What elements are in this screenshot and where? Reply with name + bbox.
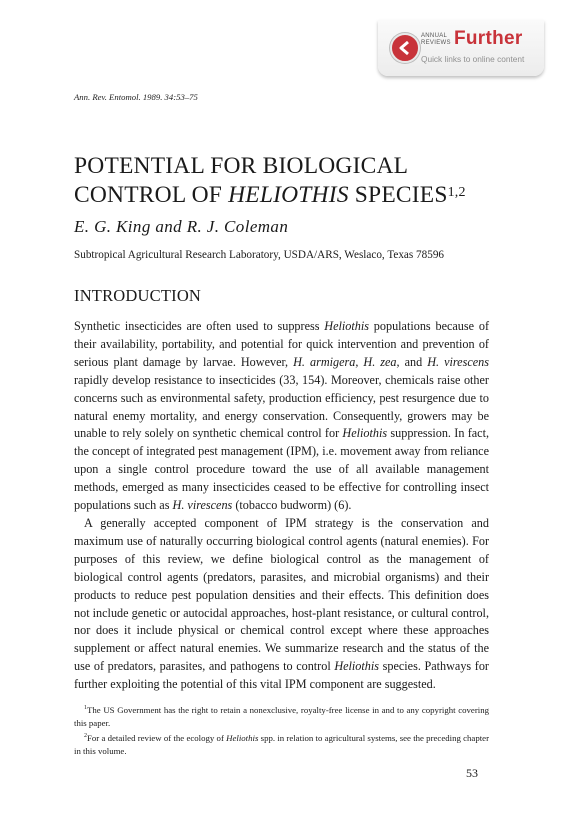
page-number: 53 bbox=[466, 766, 478, 780]
play-arrow-icon bbox=[390, 33, 420, 63]
para1-run: Synthetic insecticides are often used to suppress bbox=[74, 319, 325, 333]
para1-run: H. virescens bbox=[172, 498, 233, 513]
para1-run: H. virescens bbox=[427, 354, 489, 369]
para1-run: and bbox=[399, 354, 428, 369]
para1-run: rapidly develop resistance to insecticides (33, 154). Moreover, chemicals raise other concerns such as environmental safety, production efficiency, pest resurgence due to natural enemy mortality, and energy conservation. Consequently, growers may be unable to rely solely on synthetic chemical control for bbox=[74, 372, 489, 441]
affiliation: Subtropical Agricultural Research Laboratory, USDA/ARS, Weslaco, Texas 78596 bbox=[74, 249, 445, 261]
further-banner[interactable] bbox=[378, 20, 544, 76]
article-title bbox=[74, 152, 466, 210]
paragraph-1 bbox=[74, 318, 489, 515]
further-subtitle: Quick links to online content bbox=[421, 54, 525, 64]
para1-run: populations because of their availability, portability, and potential for quick intervention and prevention of serious plant damage by larvae. However, bbox=[74, 319, 490, 369]
para2-run: species. Pathways for further exploiting the potential of this vital IPM component are suggested. bbox=[74, 659, 489, 692]
para1-run: suppression. In fact, the concept of integrated pest management (IPM), i.e. movement away from reliance upon a single control procedure toward the use of all available management methods, emerged as many insecticides ceased to be effective for controlling insect populations such as bbox=[74, 426, 489, 513]
section-heading-introduction: INTRODUCTION bbox=[74, 286, 202, 305]
para1-run: H. armigera, H. zea, bbox=[293, 354, 400, 369]
title-footnote-marks: 1,2 bbox=[447, 185, 466, 200]
further-label: Further bbox=[454, 28, 523, 49]
paragraph-2 bbox=[74, 515, 489, 694]
para1-run: Heliothis bbox=[342, 426, 388, 441]
para2-run: Heliothis bbox=[334, 659, 380, 674]
footnotes bbox=[74, 702, 489, 759]
authors: E. G. King and R. J. Coleman bbox=[74, 217, 289, 236]
para2-run: A generally accepted component of IPM strategy is the conservation and maximum use of naturally occurring biological control agents (natural enemies). For purposes of this review, we define biological control as the management of biological control agents (predators, parasites, and microbial organisms) and their products to reduce pest population densities and their effects. This definition does not include genetic or autocidal approaches, host-plant resistance, or cultural control, nor does it include physical or chemical control except where these approaches supplement or affect natural enemies. We summarize research and the status of the use of predators, parasites, and pathogens to control bbox=[74, 515, 489, 674]
footnote-1: $^1$The US Government has the right to retain a nonexclusive, royalty-free license in and to any copyright covering this paper. bbox=[74, 704, 489, 729]
annual-reviews-logo: ANNUAL REVIEWS bbox=[421, 33, 451, 46]
journal-citation: Ann. Rev. Entomol. 1989. 34:53–75 bbox=[74, 92, 198, 102]
body-text bbox=[74, 318, 489, 694]
para1-run: Heliothis bbox=[324, 319, 369, 333]
para1-run: (tobacco budworm) (6). bbox=[232, 498, 352, 513]
title-line-2: CONTROL OF HELIOTHIS SPECIES$^{1,2}$ bbox=[74, 182, 466, 208]
footnote-2: $^2$For a detailed review of the ecology of Heliothis spp. in relation to agricultural systems, see the preceding chapter in this volume. bbox=[74, 733, 489, 757]
title-line-1: POTENTIAL FOR BIOLOGICAL bbox=[74, 153, 409, 179]
